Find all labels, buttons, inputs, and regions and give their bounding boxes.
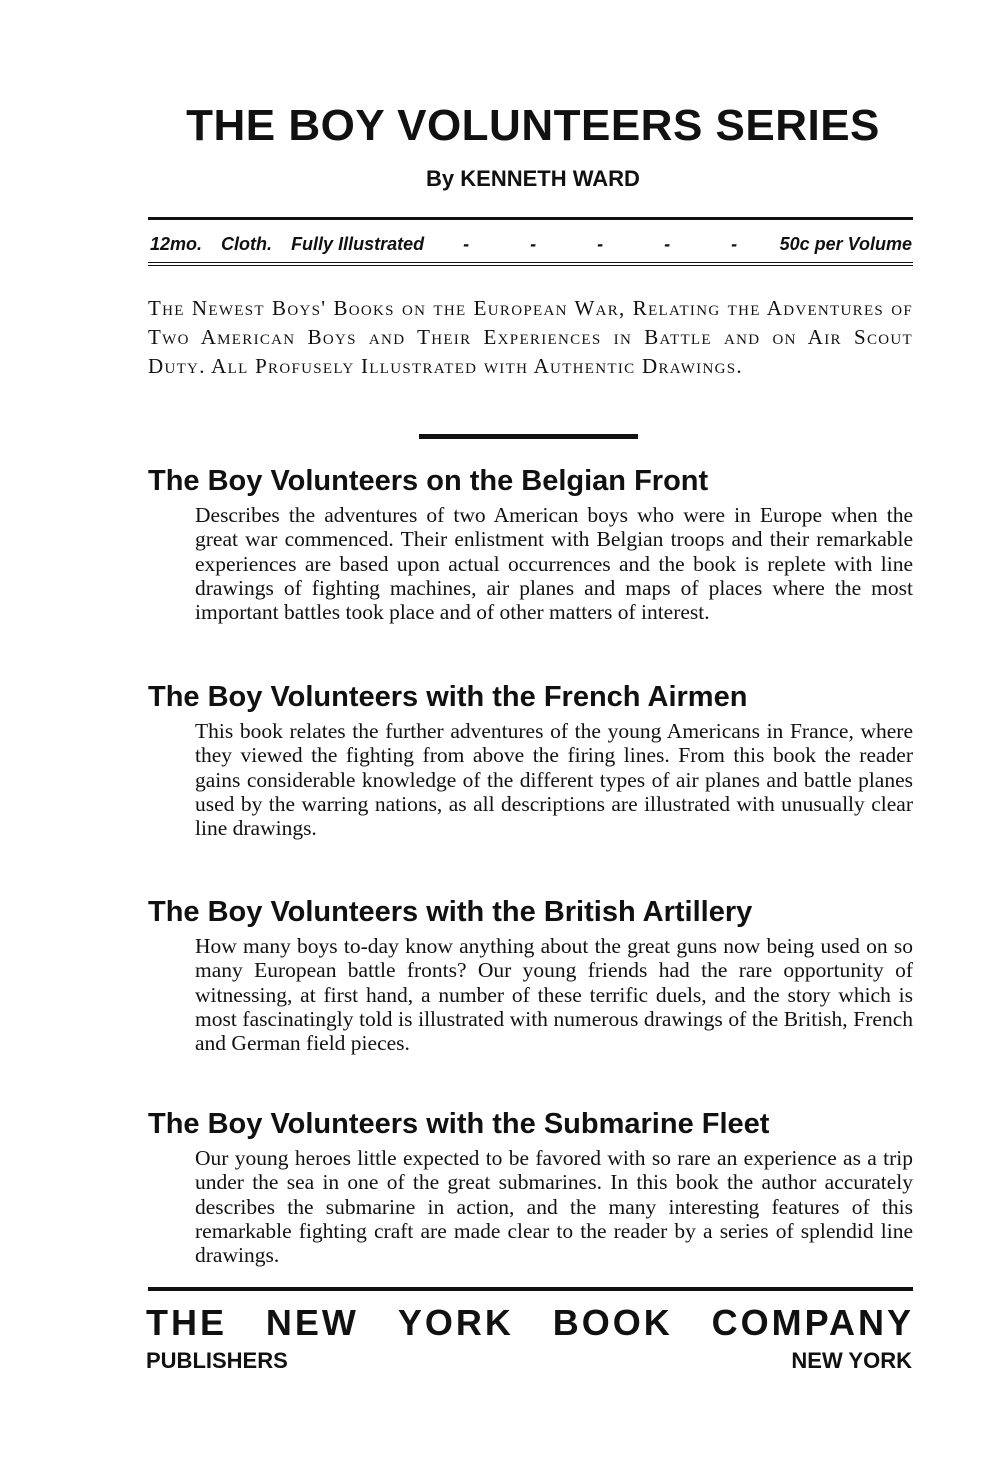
book-description: Our young heroes little expected to be favored with so rare an experience as a trip under the sea in one of the great submarines. In this book the author accurately describes the submarine in action, and the many interesting features of this remarkable fighting craft are made clear to the reader by a series of splendid line drawings. xyxy=(195,1146,913,1268)
illustration-label: Fully Illustrated xyxy=(291,234,425,254)
series-intro: The Newest Boys' Books on the European War, Relating the Adventures of Two American Boys and Their Experiences in Battle and on Air Scout Duty. All Profusely Illustrated with Authentic Drawings. xyxy=(148,296,913,378)
book-entry-british-artillery xyxy=(148,894,913,1055)
leader-dots: - - - - - xyxy=(463,234,766,254)
publishers-label: PUBLISHERS xyxy=(146,1348,288,1373)
book-description: Describes the adventures of two American boys who were in Europe when the great war commenced. Their enlistment with Belgian troops and their remarkable experiences are based upon actual occurrences and the book is replete with line drawings of fighting machines, air planes and maps of places where the most important battles took place and of other matters of interest. xyxy=(195,503,913,625)
publisher-footer xyxy=(146,1346,912,1376)
book-entry-submarine-fleet xyxy=(148,1106,913,1267)
publisher-name xyxy=(146,1300,914,1346)
publisher-city: NEW YORK xyxy=(791,1348,912,1373)
book-description: How many boys to-day know anything about the great guns now being used on so many European battle fronts? Our young friends had the rare opportunity of witnessing, at first hand, a number of these terrific duels, and the story which is most fascinatingly told is illustrated with numerous drawings of the British, French and German field pieces. xyxy=(195,934,913,1056)
top-rule xyxy=(148,217,913,220)
publisher-word: COMPANY xyxy=(711,1302,914,1343)
specs-bottom-rule xyxy=(148,262,913,263)
book-title: The Boy Volunteers with the French Airmen xyxy=(148,681,748,713)
author-byline: By KENNETH WARD xyxy=(426,166,640,191)
book-title: The Boy Volunteers with the Submarine Fleet xyxy=(148,1108,770,1140)
specs-line xyxy=(150,231,912,257)
specs-bottom-rule-2 xyxy=(148,265,913,266)
book-entry-belgian-front xyxy=(148,463,913,624)
book-title: The Boy Volunteers on the Belgian Front xyxy=(148,465,709,497)
publisher-word: BOOK xyxy=(552,1302,673,1343)
binding-label: Cloth. xyxy=(221,234,273,254)
book-description: This book relates the further adventures of the young Americans in France, where they viewed the fighting from above the firing lines. From this book the reader gains considerable knowledge of the different types of air planes and battle planes used by the warring nations, as all descriptions are illustrated with unusually clear line drawings. xyxy=(195,719,913,841)
center-divider xyxy=(419,434,638,439)
book-title: The Boy Volunteers with the British Artillery xyxy=(148,896,753,928)
price-label: 50c per Volume xyxy=(779,234,912,254)
format-label: 12mo. xyxy=(150,234,203,254)
publisher-word: NEW xyxy=(265,1302,359,1343)
specs-left xyxy=(150,231,779,257)
publisher-word: YORK xyxy=(397,1302,514,1343)
book-entry-french-airmen xyxy=(148,679,913,840)
publisher-word: THE xyxy=(146,1302,227,1343)
footer-rule xyxy=(148,1287,913,1291)
series-title: THE BOY VOLUNTEERS SERIES xyxy=(186,101,880,150)
